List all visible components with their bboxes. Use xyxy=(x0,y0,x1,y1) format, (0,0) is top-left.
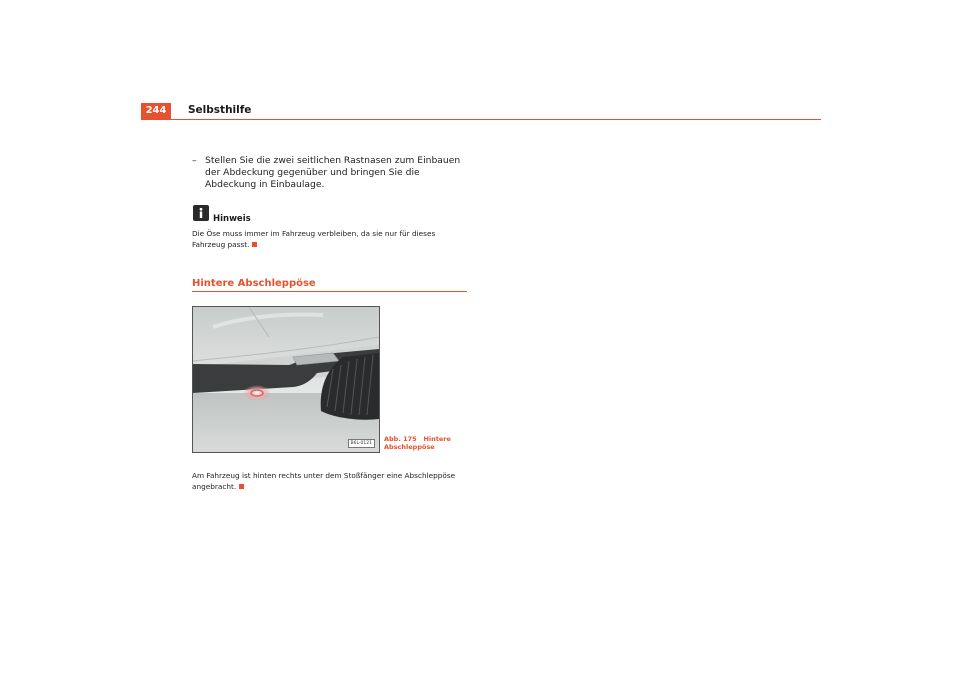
body-text: Am Fahrzeug ist hinten rechts unter dem Stoßfänger eine Abschleppöse angebracht. xyxy=(192,471,456,491)
rear-bumper-illustration xyxy=(193,307,379,452)
caption-label: Abb. 175 xyxy=(384,435,417,443)
figure-rear-tow-eye xyxy=(192,306,380,453)
section-heading: Hintere Abschleppöse xyxy=(192,278,316,289)
figure-caption xyxy=(384,435,464,451)
instruction-step xyxy=(192,155,472,191)
body-paragraph xyxy=(192,470,470,492)
end-mark-icon xyxy=(239,484,244,489)
header-rule xyxy=(141,119,821,120)
step-text: Stellen Sie die zwei seitlichen Rastnasen zum Einbauen der Abdeckung gegenüber und bringen Sie die Abdeckung in Einbaulage. xyxy=(205,155,461,190)
note-title: Hinweis xyxy=(213,214,251,224)
header-title: Selbsthilfe xyxy=(188,104,252,116)
note-icon xyxy=(193,205,209,221)
page-number: 244 xyxy=(141,103,171,119)
end-mark-icon xyxy=(252,242,257,247)
figure-code: B6L-0121 xyxy=(348,439,375,448)
note-text: Die Öse muss immer im Fahrzeug verbleiben, da sie nur für dieses Fahrzeug passt. xyxy=(192,229,436,249)
step-bullet: – xyxy=(192,155,197,166)
note-body xyxy=(192,228,470,250)
section-rule xyxy=(192,291,467,292)
caption-text: Hintere Abschleppöse xyxy=(384,435,451,451)
